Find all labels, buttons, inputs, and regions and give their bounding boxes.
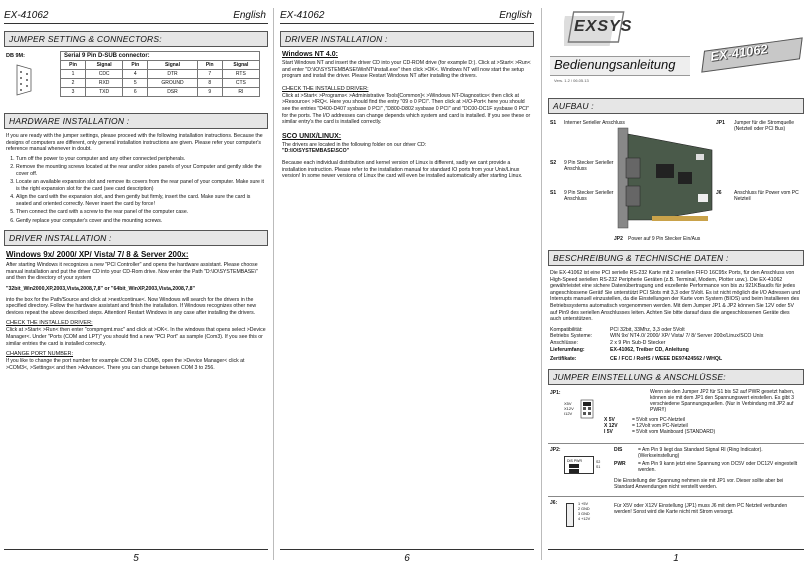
pin-label: 2 GND [578, 506, 590, 511]
db9-block [0, 51, 272, 107]
spec-key: Lieferumfang: [550, 346, 585, 353]
sco-title: SCO UNIX/LINUX: [282, 132, 342, 140]
change-port-title: CHANGE PORT NUMBER: [6, 351, 74, 358]
option-row [614, 447, 802, 459]
option-value: = Am Pin 9 kann jetzt eine Spannung von DC5V oder DC12V eingestellt werden. [638, 460, 798, 473]
nt-title: Windows NT 4.0: [282, 51, 338, 58]
pin-label: 4 +12V [578, 517, 591, 522]
cell: GROUND [148, 79, 197, 88]
page-number: 5 [133, 553, 139, 564]
change-port-text: If you like to change the port number for example COM 3 to COM5, open the >Device Manager< click at >COM3<, >Settings< and then >Advance<. There you can change between COM 3 to 256. [6, 358, 245, 371]
cell: DTR [148, 70, 197, 79]
section-driver-installation: DRIVER INSTALLATION : [280, 31, 534, 47]
jp1-block [544, 389, 808, 443]
manual-title: Bedienungsanleitung [554, 57, 676, 72]
check-driver-text: Click at >Start< >Run< then enter "compmgmt.msc" and click at >OK<. In the windows that opens select >Device Manager<. Under "Ports (COM and LPT)" you should find a new "PCI Port" as sample (Com3). If you see this or similar entries the card is installed correctly. [6, 327, 266, 347]
spec-value: CE / FCC / RoHS / WEEE DE97424562 / WHQL [610, 356, 723, 363]
nt-text: Start Windows NT and insert the driver CD into your CD-ROM drive (for example D:). Click at >Start< >Run< and enter "D:\IO\SYSTEMBASE\WinNT\Install.exe" then click >OK<. Windows NT will now start the setup program and install the driver. Please Restart Windows NT after installing the drivers. [282, 60, 531, 80]
check-driver-text: Click at >Start< >Programs< >Administrative Tools[Common]< >Windows NT-Diagnostics< then click at >Resource< >IRQ<. Here you should find the entry "09 o 0 PCI". Then click at >I/O-Port< here you should see the entries "D400-D407 sysbase 0 PCI" ,"D800-D802 sysbase 0 PCI" and "DC00-DC1F sysbase 0 PCI" for the ports. The I/O addresses can change depends which system and card is installed. If you see these or similar entry's the card is installed correctly. [282, 92, 531, 126]
option-value: = 5Volt vom PC-Netzteil [632, 416, 685, 423]
label-s2: 9 Pin Stecker Serieller Anschluss [564, 160, 614, 172]
jp1-pin-labels [564, 401, 574, 416]
cell: RTS [222, 70, 259, 79]
spec-key: Kompatibilität: [550, 326, 583, 333]
option-row [604, 429, 800, 435]
spec-list [544, 327, 808, 363]
jp2-port-labels [596, 460, 600, 470]
model-badge: EX-41062 [709, 41, 769, 64]
pin-label: PWR [573, 458, 582, 463]
option-row [614, 461, 802, 473]
windows-steps: into the box for the Path/Source and click at >next/continue<. Now Windows will search for the drivers in the specified directory. Follow the hardware assistant and finish the installation. If Windows recognizes other new devices repeat the above described steps. Attention! Restart Windows in any case after installing the drivers. [6, 296, 257, 316]
page-5 [0, 0, 272, 570]
label-key: JP2 [614, 236, 623, 242]
cell: RI [222, 88, 259, 97]
sco-text-2: Because each individual distribution and kernel version of Linux is different, sadly we cant provide a installation instruction. Please refer to the installation manual for standard IO ports from your Unix/Linux version! In some newer versions of Linux the card will even be installed automatically after starting Linux. [282, 159, 523, 180]
description: Die EX-41062 ist eine PCI serielle RS-232 Karte mit 2 seriellen FIFO 16C95x Ports, für den Anschluss von High-Speed seriellen RS-232 Peripherie Geräten (z.B. Terminal, Modem, Plotter usw.). Die EX-41062 gewährleistet eine sichere Datenübertragung und exzellente Performance von bis zu 921KBaud/s für jedes angeschlossene Gerät! Sie unterstützt PCI Slots mit 3,3 oder 5Volt. Es ist nicht möglich die I/O Adressen und Interrupts manuell einzustellen, da die Einstellungen der Karte vom System (BIOS) und beim Installieren des Betriebssystems automatisch vorgenommen werden. Mit dem Jumper JP1 & JP2 können Sie 12V oder 5V auf Pin9 des seriellen Anschlusses leiten. Achten Sie bitte darauf dass die angeschlossenen Geräte dies auch unterstützen. [550, 270, 800, 323]
section-beschreibung: BESCHREIBUNG & TECHNISCHE DATEN : [548, 250, 804, 266]
windows-path: "32bit_Win2000,XP,2003,Vista,2008,7,8" or "64bit_WinXP,2003,Vista,2008,7,8" [6, 286, 196, 293]
check-driver-title: CHECK THE INSTALLED DRIVER: [282, 85, 369, 92]
section-aufbau: AUFBAU : [548, 98, 804, 114]
board-diagram [544, 118, 808, 248]
list-item: 1. Turn off the power to your computer and any other connected peripherals. [16, 156, 266, 163]
spec-value: EX-41062, Treiber CD, Anleitung [610, 346, 689, 353]
spec-row [550, 327, 802, 334]
pin-label: S2 [596, 459, 601, 464]
section-hardware-installation: HARDWARE INSTALLATION : [4, 113, 268, 129]
pin-label: 3 GND [578, 512, 590, 517]
jp2-jumper-icon [564, 456, 594, 474]
cell: 4 [123, 70, 148, 79]
spec-row [550, 333, 802, 340]
col-header: Signal [222, 61, 259, 70]
spec-key: Anschlüsse: [550, 339, 578, 346]
check-driver-title: CHECK THE INSTALLED DRIVER: [6, 320, 93, 327]
pin-label: I12V [564, 410, 573, 416]
cell: RXD [86, 79, 123, 88]
spec-value: 2 x 9 Pin Sub-D Stecker [610, 339, 666, 346]
option-key: PWR [614, 460, 626, 467]
jp2-note: Die Einstellung der Spannung nehmen sie mit JP1 vor. Dieser sollte aber bei Standard Anwendungen nicht verstellt werden. [614, 477, 784, 490]
cell: 7 [197, 70, 222, 79]
pin-label: X12V [564, 405, 574, 411]
label-key: S1 [550, 190, 557, 196]
table-row [61, 88, 260, 97]
cell: 1 [61, 70, 86, 79]
spec-key: Zertifikate: [550, 356, 577, 363]
db9-label: DB 9M: [6, 53, 25, 59]
header-language: English [233, 10, 266, 21]
option-value: = 12Volt vom PC-Netzteil [632, 422, 688, 429]
label-s1-internal: Interner Serieller Anschluss [564, 120, 625, 126]
page-1 [544, 0, 808, 570]
cell: 6 [123, 88, 148, 97]
section-driver-installation: DRIVER INSTALLATION : [4, 230, 268, 246]
cell: TXD [86, 88, 123, 97]
col-header: Signal [148, 61, 197, 70]
spec-value: PCI 32bit, 33Mhz, 3,3 oder 5Volt [610, 326, 685, 333]
jp2-block [544, 444, 808, 496]
label-s1: 9 Pin Stecker Serieller Anschluss [564, 190, 614, 202]
cell: 5 [123, 79, 148, 88]
sco-path: "D:\IO\SYSTEMBASE\SCO" [282, 148, 350, 155]
jp1-key: JP1: [550, 389, 561, 396]
jp2-key: JP2: [550, 446, 561, 453]
spec-key: Betriebs Systeme: [550, 333, 593, 340]
windows-title: Windows 9x/ 2000/ XP/ Vista/ 7/ 8 & Server 200x: [6, 250, 189, 260]
option-key: X 5V [604, 416, 615, 423]
running-header [276, 0, 538, 21]
list-item: 4. Align the card with the expansion slot, and then gently but firmly, insert the card. Make sure the card is seated and oriented correctly. Never insert the card by force! [16, 194, 266, 207]
option-value: = 5Volt vom Mainboard (STANDARD) [632, 428, 716, 435]
label-j6: Anschluss für Power vom PC Netzteil [734, 190, 799, 202]
pin-table [60, 51, 260, 97]
windows-intro: After starting Windows it recognizes a new "PCI Controller" and opens the hardware assistant. Please choose manual installation and put the driver CD into your CD-Rom drive. Now enter the Path "D:\IO\SYSTEMBASE\" and then the directory of your system [6, 262, 258, 282]
version: Vers. 1.2 / 06.05.13 [554, 78, 589, 83]
j6-connector-icon [566, 503, 574, 527]
label-key: S1 [550, 120, 557, 126]
list-item: 6. Gently replace your computer's cover and the mounting screws. [16, 218, 266, 225]
hw-steps-list [16, 156, 266, 225]
page-number: 1 [673, 553, 679, 564]
section-jumper-einstellung: JUMPER EINSTELLUNG & ANSCHLÜSSE: [548, 369, 804, 385]
hw-intro: If you are ready with the jumper settings, please proceed with the following installation instructions. Because the designs of computers are different, only general installation instructions are given. Please refer your computer's reference manual whenever in doubt. [6, 133, 263, 153]
option-key: I 5V [604, 428, 613, 435]
jp1-options [604, 417, 800, 435]
label-jp2: Power auf 9 Pin Stecker Ein/Aus [628, 236, 701, 242]
option-key: X 12V [604, 422, 618, 429]
j6-text: Für X5V oder X12V Einstellung (JP1) muss J6 mit dem PC Netzteil verbunden werden! Sonst wird die Karte nicht mit Strom versorgt. [614, 502, 788, 515]
j6-pin-labels [578, 502, 590, 523]
label-key: J6 [716, 190, 722, 196]
list-item: 2. Remove the mounting screws located at the rear and/or sides panels of your Computer and gently slide the cover off. [16, 164, 266, 177]
j6-block [544, 497, 808, 533]
page-number: 6 [404, 553, 410, 564]
pin-label: S1 [596, 464, 601, 469]
spec-row [550, 347, 802, 354]
option-key: DIS [614, 446, 623, 453]
pin-label: 1 +5V [578, 501, 589, 506]
cell: DSR [148, 88, 197, 97]
pin-label: X5V [564, 400, 572, 406]
db9-connector-icon [14, 63, 34, 97]
list-item: 5. Then connect the card with a screw to the rear panel of the computer case. [16, 209, 266, 216]
table-row [61, 79, 260, 88]
cell: 2 [61, 79, 86, 88]
running-header [0, 0, 272, 21]
logo-text: EXSYS [574, 18, 633, 35]
list-item: 3. Locate an available expansion slot and remove its covers from the rear panel of your computer. Make sure it is the right expansion slot for the card (see card description) [16, 179, 266, 192]
j6-key: J6: [550, 499, 558, 506]
sco-text-1: The drivers are located in the following folder on our driver CD: [282, 141, 427, 148]
cell: CTS [222, 79, 259, 88]
option-value: = Am Pin 9 liegt das Standard Signal RI (Ring Indicator). (Werkseinstellung) [638, 446, 763, 459]
pin-table-caption: Serial 9 Pin D-SUB connector: [61, 52, 260, 61]
header-language: English [499, 10, 532, 21]
col-header: Signal [86, 61, 123, 70]
pin-label: DIS [567, 458, 573, 463]
jp2-options [614, 447, 802, 473]
header-model: EX-41062 [4, 10, 49, 21]
label-key: JP1 [716, 120, 725, 126]
jp1-text: Wenn sie den Jumper JP2 für S1 bis S2 auf PWR gesetzt haben, können sie mit dem JP1 den Spannungswert einstellen. Es gibt 3 verschiedene Spannungsquellen. (Nur in Verbindung mit JP2 auf PWR!!) [650, 388, 795, 413]
jp1-jumper-icon [580, 399, 594, 419]
spec-row [550, 356, 802, 363]
cell: 8 [197, 79, 222, 88]
spec-value: WIN 9x/ NT4.0/ 2000/ XP/ Vista/ 7/ 8/ Server 200x/Linux/SCO Unix [610, 333, 764, 340]
col-header: Pin [123, 61, 148, 70]
cell: 3 [61, 88, 86, 97]
table-row [61, 70, 260, 79]
cell: 9 [197, 88, 222, 97]
pci-card-illustration [612, 124, 716, 234]
col-header: Pin [61, 61, 86, 70]
section-jumper-setting: JUMPER SETTING & CONNECTORS: [4, 31, 268, 47]
header-model: EX-41062 [280, 10, 325, 21]
page-6 [276, 0, 538, 570]
cell: CDC [86, 70, 123, 79]
spec-row [550, 340, 802, 347]
label-jp1: Jumper für die Stromquelle (Netzteil oder PCI Bus) [734, 120, 795, 132]
cover-header [544, 0, 808, 98]
col-header: Pin [197, 61, 222, 70]
label-key: S2 [550, 160, 557, 166]
